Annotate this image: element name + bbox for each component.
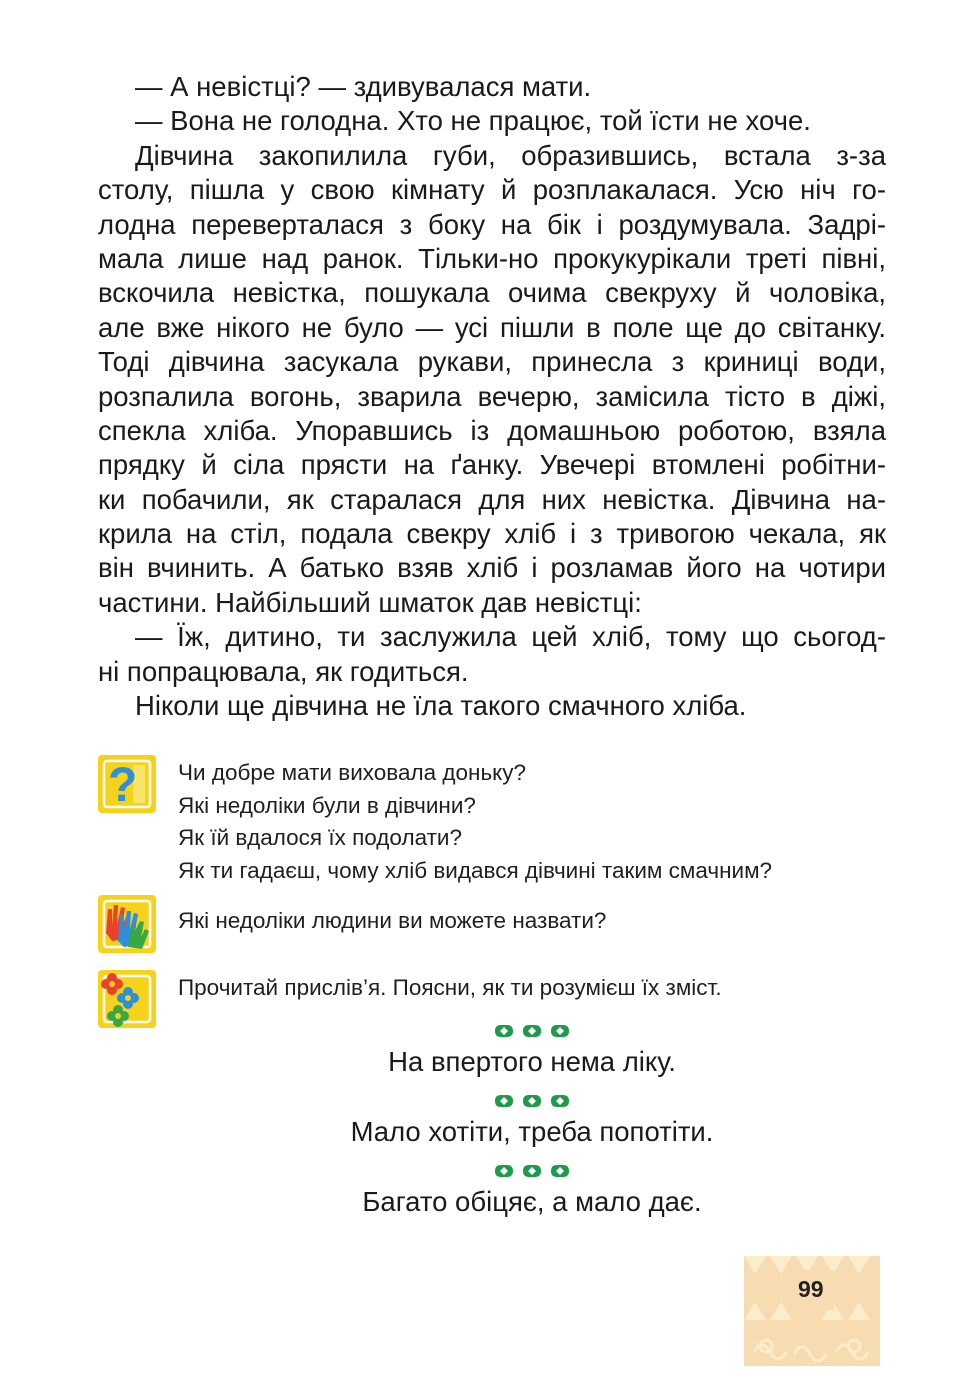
story-line: — Їж, дитино, ти заслужила цей хліб, тому що сьогод- <box>135 621 886 653</box>
ornament-icon <box>549 1163 571 1179</box>
story-line: вскочила невістка, пошукала очима свекруху й чоловіка, <box>98 277 886 309</box>
proverb-task-text: Прочитай прислів’я. Поясни, як ти розумієш їх зміст. <box>178 975 722 1000</box>
proverb: Мало хотіти, треба попотіти. <box>350 1116 714 1147</box>
story-line: Дівчина закопилила губи, образившись, встала з-за <box>135 139 886 171</box>
page-number: 99 <box>798 1276 824 1302</box>
story-line: спекла хліба. Упоравшись із домашньою роботою, взяла <box>98 414 886 446</box>
question-mark-icon <box>98 755 156 813</box>
proverbs-list <box>300 1020 764 1230</box>
ornament-icon <box>521 1023 543 1039</box>
question-item: Які недоліки були в дівчини? <box>178 792 476 818</box>
story-line: — А невістці? — здивувалася мати. <box>135 71 592 102</box>
proverb: На впертого нема ліку. <box>388 1046 676 1077</box>
story-line: столу, пішла у свою кімнату й розплакалася. Усю ніч го- <box>98 174 886 206</box>
story-line: ні попрацювала, як годиться. <box>98 655 469 687</box>
question-item: Як ти гадаєш, чому хліб видався дівчині таким смачним? <box>178 857 773 883</box>
ornament-icon <box>521 1093 543 1109</box>
story-line: лодна переверталася з боку на бік і роздумувала. Задрі- <box>98 208 886 240</box>
group-task-block <box>98 895 898 955</box>
group-task-text: Які недоліки людини ви можете назвати? <box>178 908 607 933</box>
question-item: Чи добре мати виховала доньку? <box>178 760 527 785</box>
ornament-icon <box>493 1023 515 1039</box>
story-line: — Вона не голодна. Хто не працює, той їсти не хоче. <box>135 105 811 137</box>
story-line: крила на стіл, подала свекру хліб і з тривогою чекала, як <box>98 518 886 550</box>
ornament-divider <box>300 1160 764 1182</box>
story-line: прядку й сіла прясти на ґанку. Увечері втомлені робітни- <box>98 449 886 481</box>
ornament-divider <box>300 1090 764 1112</box>
questions-block <box>98 755 898 885</box>
svg-text:?: ? <box>108 759 138 812</box>
story-line: Ніколи ще дівчина не їла такого смачного хліба. <box>135 690 747 722</box>
story-line: частини. Найбільший шматок дав невістці: <box>98 586 642 618</box>
ornament-icon <box>493 1163 515 1179</box>
flowers-icon <box>98 970 156 1028</box>
hands-icon <box>98 895 156 953</box>
ornament-icon <box>521 1163 543 1179</box>
story-line: він вчинить. А батько взяв хліб і розламав його на чотири <box>98 552 886 584</box>
story-line: мала лише над ранок. Тільки-но прокукурікали треті півні, <box>98 242 886 274</box>
ornament-icon <box>549 1023 571 1039</box>
story-line: ки побачили, як старалася для них невістка. Дівчина на- <box>98 483 886 515</box>
ornament-icon <box>549 1093 571 1109</box>
story-line: Тоді дівчина засукала рукави, принесла з криниці води, <box>98 346 886 378</box>
ornament-icon <box>493 1093 515 1109</box>
story-line: але вже нікого не було — усі пішли в поле ще до світанку. <box>98 311 886 343</box>
ornament-divider <box>300 1020 764 1042</box>
page-corner-ornament <box>744 1256 880 1366</box>
story-text <box>98 70 886 723</box>
question-item: Як їй вдалося їх подолати? <box>178 825 462 850</box>
story-line: розпалила вогонь, зварила вечерю, замісила тісто в діжі, <box>98 380 886 412</box>
proverb: Багато обіцяє, а мало дає. <box>362 1186 702 1217</box>
questions-list <box>178 757 772 887</box>
